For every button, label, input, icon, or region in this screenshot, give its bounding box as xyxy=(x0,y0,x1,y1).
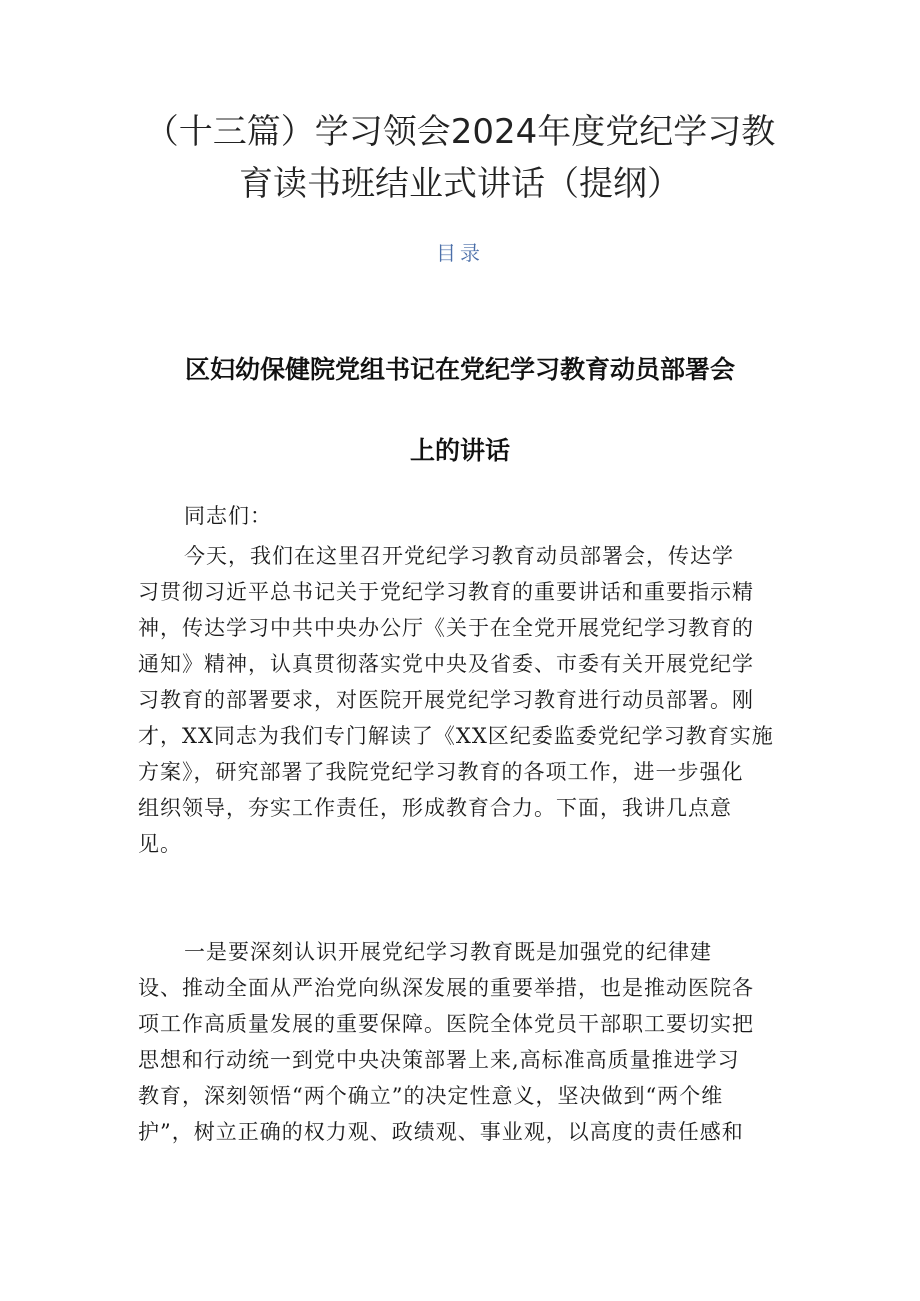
paragraph-line: 教育，深刻领悟“两个确立”的决定性意义，坚决做到“两个维 xyxy=(138,1084,724,1108)
paragraph-line: 组织领导，夯实工作责任，形成教育合力。下面，我讲几点意 xyxy=(138,796,732,820)
section-heading-line-2: 上的讲话 xyxy=(409,435,510,465)
document-title-line-2: 育读书班结业式讲话（提纲） xyxy=(239,164,681,204)
paragraph-line: 通知》精神，认真贯彻落实党中央及省委、市委有关开展党纪学 xyxy=(138,652,754,676)
paragraph-line: 见。 xyxy=(138,832,182,856)
paragraph-line: 思想和行动统一到党中央决策部署上来,高标准高质量推进学习 xyxy=(138,1048,740,1072)
paragraph-line: 今天，我们在这里召开党纪学习教育动员部署会，传达学 xyxy=(184,544,734,568)
body-paragraph-2 xyxy=(138,934,788,1150)
paragraph-line: 方案》，研究部署了我院党纪学习教育的各项工作，进一步强化 xyxy=(138,760,744,784)
salutation-text: 同志们： xyxy=(184,504,272,528)
paragraph-line: 护”，树立正确的权力观、政绩观、事业观，以高度的责任感和 xyxy=(138,1120,744,1144)
table-of-contents-link[interactable]: 目录 xyxy=(436,241,484,265)
paragraph-line: 习教育的部署要求，对医院开展党纪学习教育进行动员部署。刚 xyxy=(138,688,754,712)
paragraph-line: 神，传达学习中共中央办公厅《关于在全党开展党纪学习教育的 xyxy=(138,616,754,640)
body-paragraph-1 xyxy=(138,538,788,862)
document-title-line-1: （十三篇）学习领会2024年度党纪学习教 xyxy=(144,112,776,152)
paragraph-line: 习贯彻习近平总书记关于党纪学习教育的重要讲话和重要指示精 xyxy=(138,580,754,604)
paragraph-line: 项工作高质量发展的重要保障。医院全体党员干部职工要切实把 xyxy=(138,1012,754,1036)
salutation xyxy=(138,498,788,534)
paragraph-line: 才，XX同志为我们专门解读了《XX区纪委监委党纪学习教育实施 xyxy=(138,724,774,748)
section-heading-line-1: 区妇幼保健院党组书记在党纪学习教育动员部署会 xyxy=(184,354,735,384)
paragraph-line: 设、推动全面从严治党向纵深发展的重要举措，也是推动医院各 xyxy=(138,976,754,1000)
paragraph-line: 一是要深刻认识开展党纪学习教育既是加强党的纪律建 xyxy=(184,940,712,964)
